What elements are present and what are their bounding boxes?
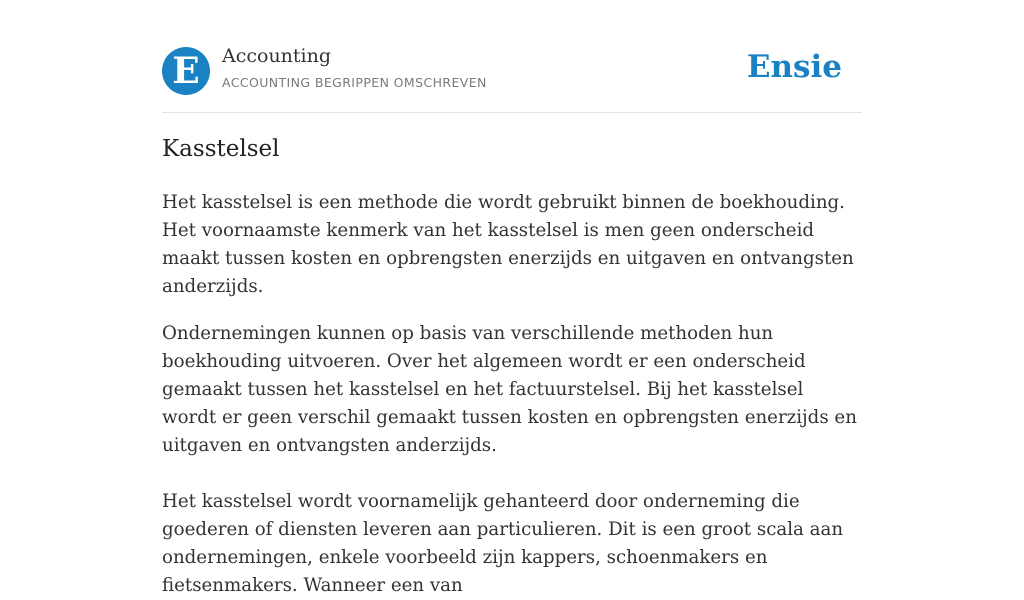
- article-paragraph: Ondernemingen kunnen op basis van verschillende methoden hun boekhouding uitvoeren. Over het algemeen wordt er een onderscheid gemaakt tussen het kasstelsel en het factuurstelsel. Bij het kasstelsel wordt er geen verschil gemaakt tussen kosten en opbrengsten enerzijds en uitgaven en ontvangsten anderzijds.: [162, 323, 857, 456]
- article-body: [162, 189, 862, 600]
- page-container: [162, 0, 862, 596]
- site-title[interactable]: Accounting: [222, 45, 332, 67]
- site-subtitle: ACCOUNTING BEGRIPPEN OMSCHREVEN: [222, 75, 487, 90]
- page-title: Kasstelsel: [162, 136, 280, 162]
- site-logo[interactable]: E: [162, 47, 210, 95]
- brand-logo[interactable]: Ensie: [746, 49, 842, 85]
- site-header: [162, 0, 862, 113]
- article-paragraph: Het kasstelsel wordt voornamelijk gehanteerd door onderneming die goederen of diensten leveren aan particulieren. Dit is een groot scala aan ondernemingen, enkele voorbeeld zijn kappers, schoenmakers en fietsenmakers. Wanneer een van: [162, 491, 844, 596]
- article-paragraph: Het kasstelsel is een methode die wordt gebruikt binnen de boekhouding. Het voornaamste kenmerk van het kasstelsel is men geen onderscheid maakt tussen kosten en opbrengsten enerzijds en uitgaven en ontvangsten anderzijds.: [162, 192, 854, 297]
